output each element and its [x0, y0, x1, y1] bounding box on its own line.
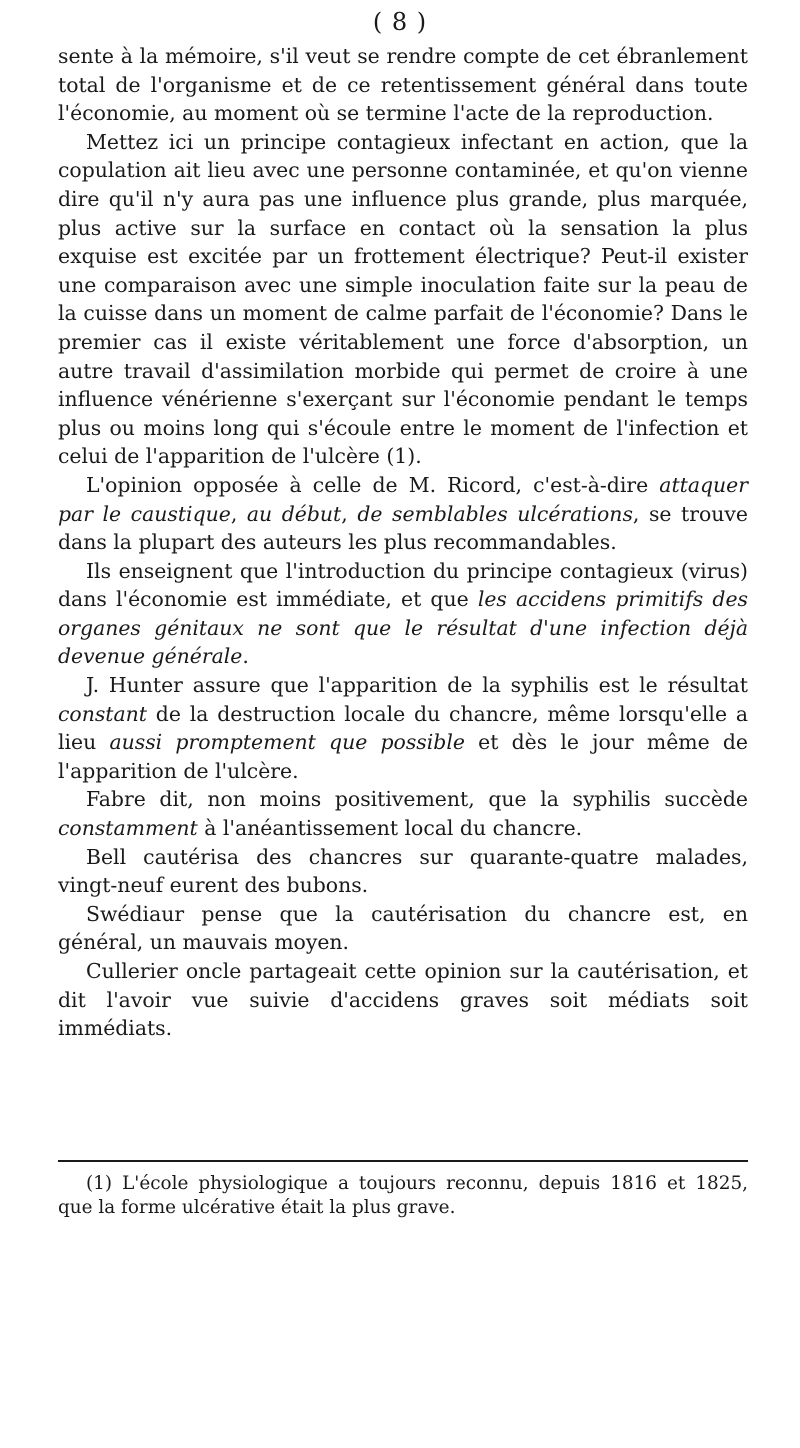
paragraph-2 — [58, 128, 748, 471]
emphasis-text: au début — [246, 501, 342, 526]
text-run: Bell cautérisa des chancres sur quarante-quatre malades, vingt-neuf eurent des bubons. — [58, 844, 748, 898]
text-run: . — [242, 644, 249, 669]
emphasis-text: aussi promptement que possible — [109, 730, 465, 755]
paragraph-4 — [58, 557, 748, 671]
text-run: , se trouve dans la plupart des auteurs les plus recommandables. — [58, 501, 748, 555]
emphasis-text: de semblables ulcérations — [357, 501, 633, 526]
text-run: Fabre dit, non moins positivement, que la syphilis succède — [86, 787, 748, 812]
text-run: L'opinion opposée à celle de M. Ricord, c'est-à-dire — [86, 472, 660, 497]
text-run: J. Hunter assure que l'apparition de la syphilis est le résultat — [86, 673, 748, 698]
text-run: sente à la mémoire, s'il veut se rendre compte de cet ébranlement total de l'organisme et de ce retentissement général dans toute l'économie, au moment où se termine l'acte de la reproduction. — [58, 44, 748, 126]
footnote-separator — [58, 1160, 748, 1162]
text-run: Mettez ici un principe contagieux infectant en action, que la copulation ait lieu avec une personne contaminée, et qu'on vienne dire qu'il n'y aura pas une influence plus grande, plus marquée, plus active sur la surface en contact où la sensation la plus exquise est excitée par un frottement électrique? Peut-il exister une comparaison avec une simple inoculation faite sur la peau de la cuisse dans un moment de calme parfait de l'économie? Dans le premier cas il existe véritablement une force d'absorption, un autre travail d'assimilation morbide qui permet de croire à une influence vénérienne s'exerçant sur l'économie pendant le temps plus ou moins long qui s'écoule entre le moment de l'infection et celui de l'apparition de l'ulcère (1). — [58, 129, 748, 469]
emphasis-text: attaquer par le caustique — [58, 472, 748, 526]
text-run: , — [230, 501, 247, 526]
emphasis-text: constamment — [58, 816, 198, 841]
paragraph-1 — [58, 42, 748, 128]
paragraph-6 — [58, 785, 748, 842]
paragraph-7 — [58, 843, 748, 900]
emphasis-text: constant — [58, 701, 147, 726]
footnote: (1) L'école physiologique a toujours reconnu, depuis 1816 et 1825, que la forme ulcérative était la plus grave. — [58, 1173, 748, 1218]
text-run: Swédiaur pense que la cautérisation du chancre est, en général, un mauvais moyen. — [58, 901, 748, 955]
text-run: et dès le jour même de l'apparition de l'ulcère. — [58, 730, 748, 783]
text-run: Ils enseignent que l'introduction du principe contagieux (virus) dans l'économie est immédiate, et que — [58, 558, 748, 612]
paragraph-9 — [58, 957, 748, 1043]
text-run: de la destruction locale du chancre, même lorsqu'elle a lieu — [58, 701, 748, 755]
paragraph-8 — [58, 900, 748, 957]
page-number: ( 8 ) — [372, 8, 428, 36]
text-run: Cullerier oncle partageait cette opinion sur la cautérisation, et dit l'avoir vue suivie d'accidens graves soit médiats soit immédiats. — [58, 959, 748, 1041]
emphasis-text: les accidens primitifs des organes génitaux ne sont que le résultat d'une infection déjà devenue générale — [58, 587, 748, 669]
text-run: à l'anéantissement local du chancre. — [197, 816, 583, 841]
text-run: , — [341, 501, 358, 526]
paragraph-3 — [58, 471, 748, 557]
paragraph-5 — [58, 671, 748, 785]
body-text — [58, 42, 748, 1043]
